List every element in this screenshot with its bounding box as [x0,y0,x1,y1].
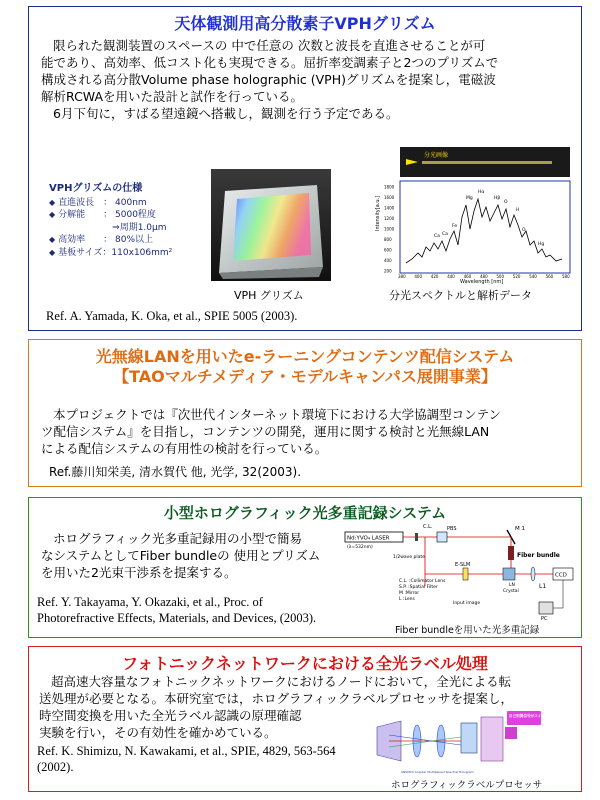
ln-label: LN [509,583,515,588]
peak-annotation: O [504,200,508,205]
body-line: 送処理が必要となる。本研究室では，ホログラフィックラベルプロセッサを提案し， [39,691,514,706]
body-line: 限られた観測装置のスペースの 中で任意の 次数と波長を直進させることが可 [53,38,486,53]
reference [37,594,316,626]
diagram-legend [399,578,446,602]
lens-icon [531,567,535,581]
x-tick-label: 380 [398,274,406,279]
legend-entry: C.L. :Collimator Lens [399,579,446,584]
peak-annotation: Fe [452,224,458,229]
x-tick-label: 440 [447,274,455,279]
body-line: を用いた2光束干渉系を提案する。 [41,565,237,580]
section-title: 小型ホログラフィック光多重記録システム [163,504,447,522]
body-line: 超高速大容量なフォトニックネットワークにおけるノードにおいて，全光による転 [51,674,512,689]
pbs-label: PBS [447,526,457,532]
label-processor-diagram [371,707,560,777]
spec-row: ◆ 基板サイズ：110x106mm² [49,247,173,258]
diagram-footer: ANSMCS Angular Multiplexed Spectral Hologram [401,770,474,774]
reference-line: Ref. Y. Takayama, Y. Okazaki, et al., Proc. of [37,595,263,609]
x-tick-label: 500 [496,274,505,279]
photo-caption: VPH グリズム [234,289,304,302]
reference: Ref. A. Yamada, K. Oka, et al., SPIE 5005 (2003). [46,309,298,323]
cube-icon [505,727,517,739]
body-line: ホログラフィック光多重記録用の小型で簡易 [53,531,303,546]
l1-label: L1 [539,583,547,590]
fiber-bundle-icon [508,546,514,560]
crystal-label: Crystal [503,589,519,594]
diagram-caption: Fiber bundleを用いた光多重記録 [395,625,540,636]
wavelength-label: (λ=532nm) [347,545,373,550]
reference-line: Photorefractive Effects, Materials, and Devices, (2003). [37,611,317,625]
vph-grism-photo [211,169,331,281]
spectrum-figure [372,147,572,285]
y-tick-label: 800 [384,237,392,242]
diamond-bullet-icon: ◆ [49,210,56,219]
legend-entry: S.P. :Spatial Filter [399,585,438,590]
body-line: 能であり、高効率、低コスト化も実現できる。屈折率変調素子と2つのプリズムで [41,55,499,70]
body-line: 6月下旬に，すばる望遠鏡へ搭載し，観測を行う予定である。 [53,106,399,121]
ln-crystal-icon [503,568,515,580]
body-line: 本プロジェクトでは『次世代インターネット環境下における大学協調型コンテン [53,407,502,422]
peak-annotation: O [522,228,526,233]
body-line: 実験を行い，その有効性を確かめている。 [39,725,277,740]
body-line: ツ配信システム』を目指し，コンテンツの開発，運用に関する検討と光無線LAN [41,424,490,439]
eslm-icon [463,568,468,580]
peak-annotation: Ca [434,234,440,239]
section-holographic-storage [28,497,582,638]
spec-row: ◆ 高効率 ： 80%以上 [49,235,154,245]
section-body [41,530,320,581]
peak-annotation: H [516,208,520,213]
reference-line: (2002). [37,760,74,774]
reference [37,743,336,775]
x-tick-label: 400 [414,274,423,279]
body-line: 構成される高分散Volume phase holographic (VPH)グリズムを提案し，電磁波 [41,72,496,87]
section-vph-grism [28,6,582,331]
diamond-bullet-icon: ◆ [49,235,56,244]
x-tick-label: 580 [562,274,570,279]
pc-label: PC [541,616,548,622]
y-tick-label: 600 [384,247,392,253]
fiber-label: Fiber bundle [517,552,560,559]
section-title: 天体観測用高分散素子VPHグリズム [174,14,436,33]
half-wave-label: 1/2wave plate [393,555,425,560]
chart-frame [400,181,570,273]
body-line: 時空間変換を用いた全光ラベル認識の原理確認 [39,708,302,723]
x-tick-label: 540 [529,274,537,279]
section-elearning [28,339,582,487]
y-tick-label: 1000 [384,226,395,232]
diamond-bullet-icon: ◆ [49,247,56,257]
hologram-icon [461,723,477,753]
reference-line: Ref. K. Shimizu, N. Kawakami, et al., SPIE, 4829, 563-564 [37,744,336,758]
x-tick-label: 560 [545,274,554,279]
cl-label: C.L. [423,524,433,530]
body-line: なシステムとしてFiber bundleの 使用とプリズム [41,548,321,563]
chart-caption: 分光スペクトルと解析データ [389,289,532,302]
x-tick-label: 460 [463,274,472,279]
peak-annotation: Hg [538,242,545,247]
reference: Ref.藤川知栄美, 清水賀代 他, 光学, 32(2003). [49,465,302,479]
spec-row: ⇒周期1.0μm [58,222,167,233]
peak-annotation: Mg [466,196,473,201]
section-title: フォトニックネットワークにおける全光ラベル処理 [122,654,488,673]
body-line: 解析RCWAを用いた設計と試作を行っている。 [41,89,304,104]
legend-entry: L :Lens [399,597,415,602]
y-tick-label: 1200 [384,216,395,221]
chart-ylabel: Intensity[a.u.] [375,195,381,231]
x-tick-label: 480 [480,274,488,279]
section-body [41,37,498,122]
wave-plate-icon [415,533,418,541]
body-line: による配信システムの有用性の検討を行っている。 [41,441,328,456]
optical-setup-diagram [343,524,577,624]
spec-title: VPHグリズムの仕様 [49,183,143,194]
section-photonic-network [28,646,582,792]
section-subtitle: 【TAOマルチメディア・モデルキャンパス展開事業】 [113,367,497,386]
y-tick-label: 1400 [384,205,395,211]
spec-row: ◆ 分解能 ： 5000程度 [49,210,156,220]
section-body [41,406,501,457]
y-tick-label: 400 [384,258,392,263]
x-tick-label: 420 [430,274,439,279]
diamond-bullet-icon: ◆ [49,197,56,207]
peak-annotation: Hβ [494,196,501,201]
optical-switch-icon [481,717,503,761]
input-image-label: Input image [453,601,481,606]
eslm-label: E-SLM [455,562,471,568]
peak-annotation: Hα [478,190,485,195]
legend-entry: M :Mirror [399,591,420,596]
x-tick-label: 520 [512,274,521,279]
laser-label: Nd:YVO₄ LASER [347,535,390,542]
spec-row: ◆ 直進波長 ： 400nm [49,197,147,208]
m1-label: M 1 [515,526,525,532]
spectral-image-label: 分光画像 [424,152,449,159]
y-tick-label: 200 [384,268,392,274]
ccd-label: CCD [555,572,567,579]
chart-xlabel: Wavelength [nm] [460,279,504,285]
peak-annotation: Ca [442,232,448,237]
pc-icon [539,602,553,614]
diagram-caption: ホログラフィックラベルプロセッサ [391,780,543,791]
section-title: 光無線LANを用いたe-ラーニングコンテンツ配信システム [95,347,515,366]
pbs-cube-icon [437,532,447,542]
y-tick-label: 1800 [384,184,395,190]
spec-list [49,183,172,259]
y-tick-label: 1600 [384,195,395,200]
diagram-note: 自己相関信号がスイッチを制御 [509,714,560,718]
